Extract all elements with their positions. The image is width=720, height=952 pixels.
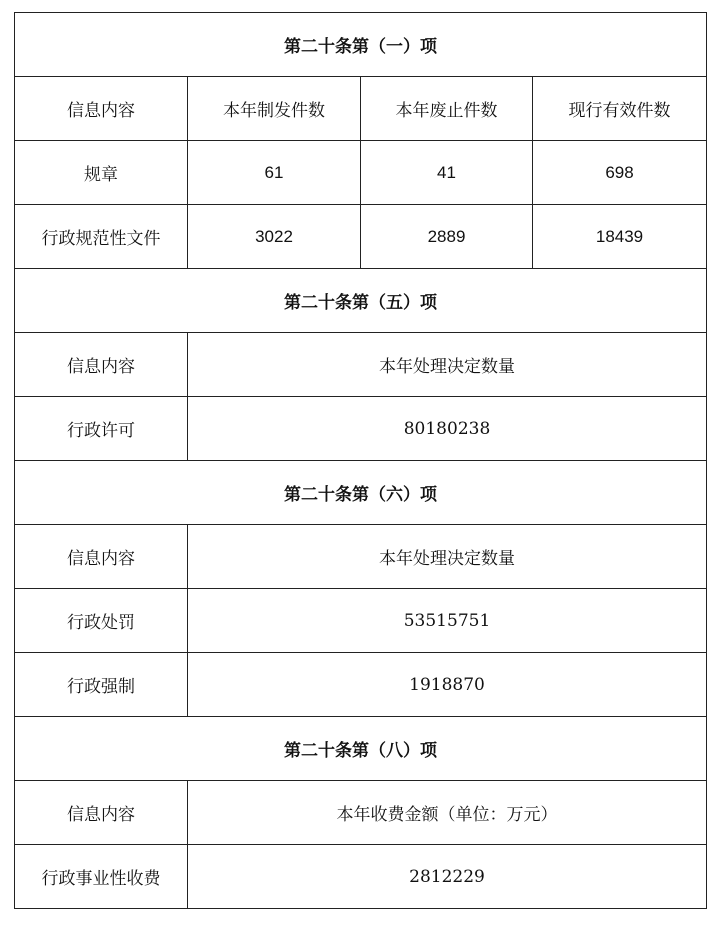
table-row xyxy=(15,205,707,269)
header-cell: 信息内容 xyxy=(15,333,188,397)
section-title-row xyxy=(15,717,707,781)
header-cell: 信息内容 xyxy=(15,525,188,589)
header-cell: 本年收费金额（单位：万元） xyxy=(188,781,707,845)
table-row xyxy=(15,141,707,205)
row-label: 行政事业性收费 xyxy=(15,845,188,909)
disclosure-table xyxy=(14,12,707,909)
header-cell: 本年制发件数 xyxy=(188,77,361,141)
value-cell: 61 xyxy=(188,141,361,205)
value-cell: 1918870 xyxy=(188,653,707,717)
row-label: 行政许可 xyxy=(15,397,188,461)
header-cell: 信息内容 xyxy=(15,781,188,845)
section-title: 第二十条第（八）项 xyxy=(15,717,707,781)
table-row xyxy=(15,397,707,461)
value-cell: 18439 xyxy=(533,205,707,269)
value-cell: 80180238 xyxy=(188,397,707,461)
header-cell: 本年处理决定数量 xyxy=(188,525,707,589)
value-cell: 698 xyxy=(533,141,707,205)
section-title-row xyxy=(15,269,707,333)
row-label: 行政强制 xyxy=(15,653,188,717)
value-cell: 3022 xyxy=(188,205,361,269)
table-row xyxy=(15,653,707,717)
value-cell: 2812229 xyxy=(188,845,707,909)
header-cell: 信息内容 xyxy=(15,77,188,141)
value-cell: 41 xyxy=(361,141,533,205)
header-cell: 现行有效件数 xyxy=(533,77,707,141)
row-label: 规章 xyxy=(15,141,188,205)
section-title: 第二十条第（六）项 xyxy=(15,461,707,525)
header-cell: 本年处理决定数量 xyxy=(188,333,707,397)
header-cell: 本年废止件数 xyxy=(361,77,533,141)
section-title: 第二十条第（一）项 xyxy=(15,13,707,77)
header-row xyxy=(15,525,707,589)
header-row xyxy=(15,77,707,141)
value-cell: 53515751 xyxy=(188,589,707,653)
table-row xyxy=(15,589,707,653)
row-label: 行政处罚 xyxy=(15,589,188,653)
header-row xyxy=(15,333,707,397)
table-row xyxy=(15,845,707,909)
value-cell: 2889 xyxy=(361,205,533,269)
section-title-row xyxy=(15,461,707,525)
section-title-row xyxy=(15,13,707,77)
header-row xyxy=(15,781,707,845)
section-title: 第二十条第（五）项 xyxy=(15,269,707,333)
row-label: 行政规范性文件 xyxy=(15,205,188,269)
